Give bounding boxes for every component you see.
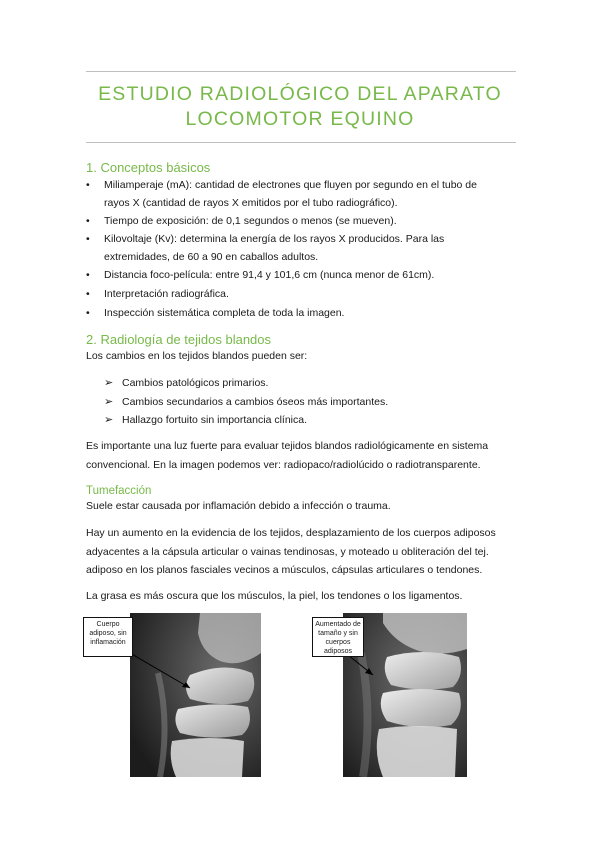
callout-right-line: cuerpos adiposos — [323, 639, 353, 655]
callout-right-line: tamaño y sin — [318, 630, 358, 637]
arrow-list-text: Cambios secundarios a cambios óseos más importantes. — [122, 396, 389, 408]
radiograph-left — [130, 613, 261, 777]
arrow-list-text: Cambios patológicos primarios. — [122, 377, 269, 389]
tumefaccion-heading: Tumefacción — [86, 485, 152, 497]
tumefaccion-p3: La grasa es más oscura que los músculos, la piel, los tendones o los ligamentos. — [86, 590, 463, 602]
callout-left-line: inflamación — [90, 639, 126, 646]
bullet-text: Interpretación radiográfica. — [104, 288, 229, 300]
title-rule — [86, 142, 516, 143]
arrowhead-icon: ➢ — [104, 396, 114, 408]
tumefaccion-p2-line: adiposo en los planos fasciales vecinos a músculos, cápsulas articulares o tendones. — [86, 564, 483, 576]
top-rule — [86, 71, 516, 72]
callout-right — [312, 617, 364, 657]
radiograph-left-image — [130, 613, 261, 777]
bullet-dot-icon: • — [86, 233, 90, 245]
callout-right-line: Aumentado de — [315, 621, 361, 628]
arrowhead-icon: ➢ — [104, 377, 114, 389]
bullet-text: Distancia foco-película: entre 91,4 y 101,6 cm (nunca menor de 61cm). — [104, 269, 435, 281]
bullet-text: Tiempo de exposición: de 0,1 segundos o menos (se mueven). — [104, 215, 397, 227]
bullet-dot-icon: • — [86, 179, 90, 191]
bullet-text: Kilovoltaje (Kv): determina la energía de los rayos X producidos. Para las — [104, 233, 445, 245]
tumefaccion-p2-line: Hay un aumento en la evidencia de los tejidos, desplazamiento de los cuerpos adiposos — [86, 527, 496, 539]
bullet-text: Miliamperaje (mA): cantidad de electrones que fluyen por segundo en el tubo de — [104, 179, 477, 191]
title-line-2: LOCOMOTOR EQUINO — [185, 108, 415, 130]
callout-left-line: adiposo, sin — [89, 630, 127, 637]
section-2-intro: Los cambios en los tejidos blandos pueden ser: — [86, 350, 308, 362]
bullet-text: rayos X (cantidad de rayos X emitidos por el tubo radiográfico). — [104, 197, 398, 209]
section-2-heading: 2. Radiología de tejidos blandos — [86, 332, 272, 347]
tumefaccion-p1: Suele estar causada por inflamación debido a infección o trauma. — [86, 500, 391, 512]
callout-left-line: Cuerpo — [96, 621, 120, 628]
bullet-dot-icon: • — [86, 307, 90, 319]
bullet-dot-icon: • — [86, 288, 90, 300]
arrow-list-text: Hallazgo fortuito sin importancia clínica. — [122, 414, 308, 426]
bullet-dot-icon: • — [86, 215, 90, 227]
bullet-dot-icon: • — [86, 269, 90, 281]
bullet-text: Inspección sistemática completa de toda la imagen. — [104, 307, 345, 319]
arrowhead-icon: ➢ — [104, 414, 114, 426]
tumefaccion-p2-line: adyacentes a la cápsula articular o vainas tendinosas, y moteado u obliteración del tej. — [86, 546, 489, 558]
title-line-1: ESTUDIO RADIOLÓGICO DEL APARATO — [98, 83, 502, 105]
section-2-paragraph-line: convencional. En la imagen podemos ver: radiopaco/radiolúcido o radiotransparente. — [86, 459, 481, 471]
section-2-paragraph-line: Es importante una luz fuerte para evaluar tejidos blandos radiológicamente en sistema — [86, 440, 489, 452]
bullet-text: extremidades, de 60 a 90 en caballos adultos. — [104, 251, 319, 263]
callout-left — [83, 617, 133, 657]
page-title — [60, 82, 540, 132]
section-1-heading: 1. Conceptos básicos — [86, 160, 211, 175]
